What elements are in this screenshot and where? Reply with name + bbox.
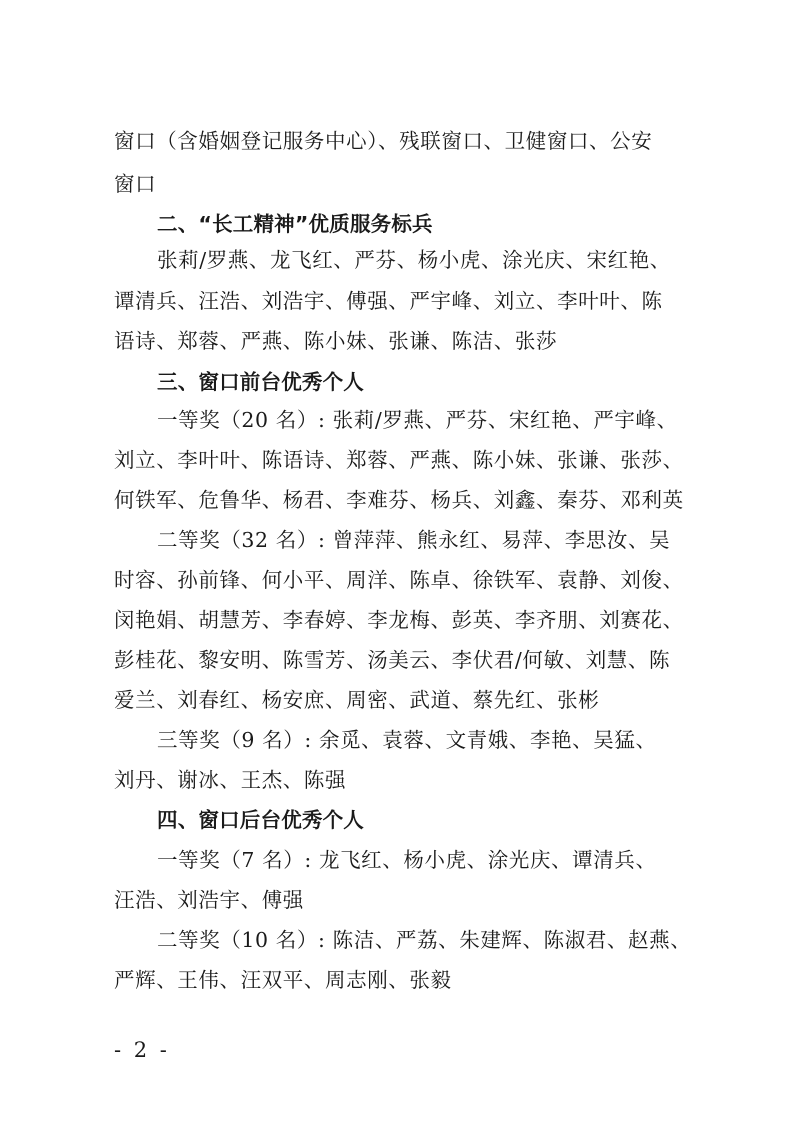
- intro-line-2: 窗口: [114, 172, 157, 196]
- section-3-third-prize-line: 刘丹、谢冰、王杰、陈强: [114, 768, 347, 792]
- section-3-first-prize-line: 一等奖（20 名）: 张莉/罗燕、严芬、宋红艳、严宇峰、: [157, 408, 678, 432]
- section-2-line: 语诗、郑蓉、严燕、陈小妹、张谦、陈洁、张莎: [114, 329, 558, 353]
- section-4-heading: 四、窗口后台优秀个人: [157, 808, 364, 832]
- page-number: - 2 -: [114, 1038, 170, 1062]
- section-2-heading: 二、“长工精神”优质服务标兵: [157, 212, 433, 236]
- section-3-second-prize-line: 时容、孙前锋、何小平、周洋、陈卓、徐铁军、袁静、刘俊、: [114, 568, 684, 592]
- section-3-second-prize-line: 闵艳娟、胡慧芳、李春婷、李龙梅、彭英、李齐朋、刘赛花、: [114, 608, 684, 632]
- section-3-second-prize-line: 二等奖（32 名）: 曾萍萍、熊永红、易萍、李思汝、吴: [157, 528, 671, 552]
- intro-line-1: 窗口（含婚姻登记服务中心）、残联窗口、卫健窗口、公安: [114, 129, 653, 153]
- section-4-first-prize-line: 汪浩、刘浩宇、傅强: [114, 888, 304, 912]
- section-3-heading: 三、窗口前台优秀个人: [157, 370, 364, 394]
- section-2-line: 谭清兵、汪浩、刘浩宇、傅强、严宇峰、刘立、李叶叶、陈: [114, 289, 663, 313]
- section-3-third-prize-line: 三等奖（9 名）: 余觅、袁蓉、文青娥、李艳、吴猛、: [157, 728, 657, 752]
- section-2-line: 张莉/罗燕、龙飞红、严芬、杨小虎、涂光庆、宋红艳、: [157, 248, 671, 272]
- section-4-first-prize-line: 一等奖（7 名）: 龙飞红、杨小虎、涂光庆、谭清兵、: [157, 848, 657, 872]
- section-3-first-prize-line: 刘立、李叶叶、陈语诗、郑蓉、严燕、陈小妹、张谦、张莎、: [114, 448, 684, 472]
- section-4-second-prize-line: 二等奖（10 名）: 陈洁、严荔、朱建辉、陈淑君、赵燕、: [157, 928, 692, 952]
- section-3-first-prize-line: 何铁军、危鲁华、杨君、李难芬、杨兵、刘鑫、秦芬、邓利英: [114, 488, 684, 512]
- section-4-second-prize-line: 严辉、王伟、汪双平、周志刚、张毅: [114, 968, 452, 992]
- section-3-second-prize-line: 爱兰、刘春红、杨安庶、周密、武道、蔡先红、张彬: [114, 688, 600, 712]
- section-3-second-prize-line: 彭桂花、黎安明、陈雪芳、汤美云、李伏君/何敏、刘慧、陈: [114, 648, 671, 672]
